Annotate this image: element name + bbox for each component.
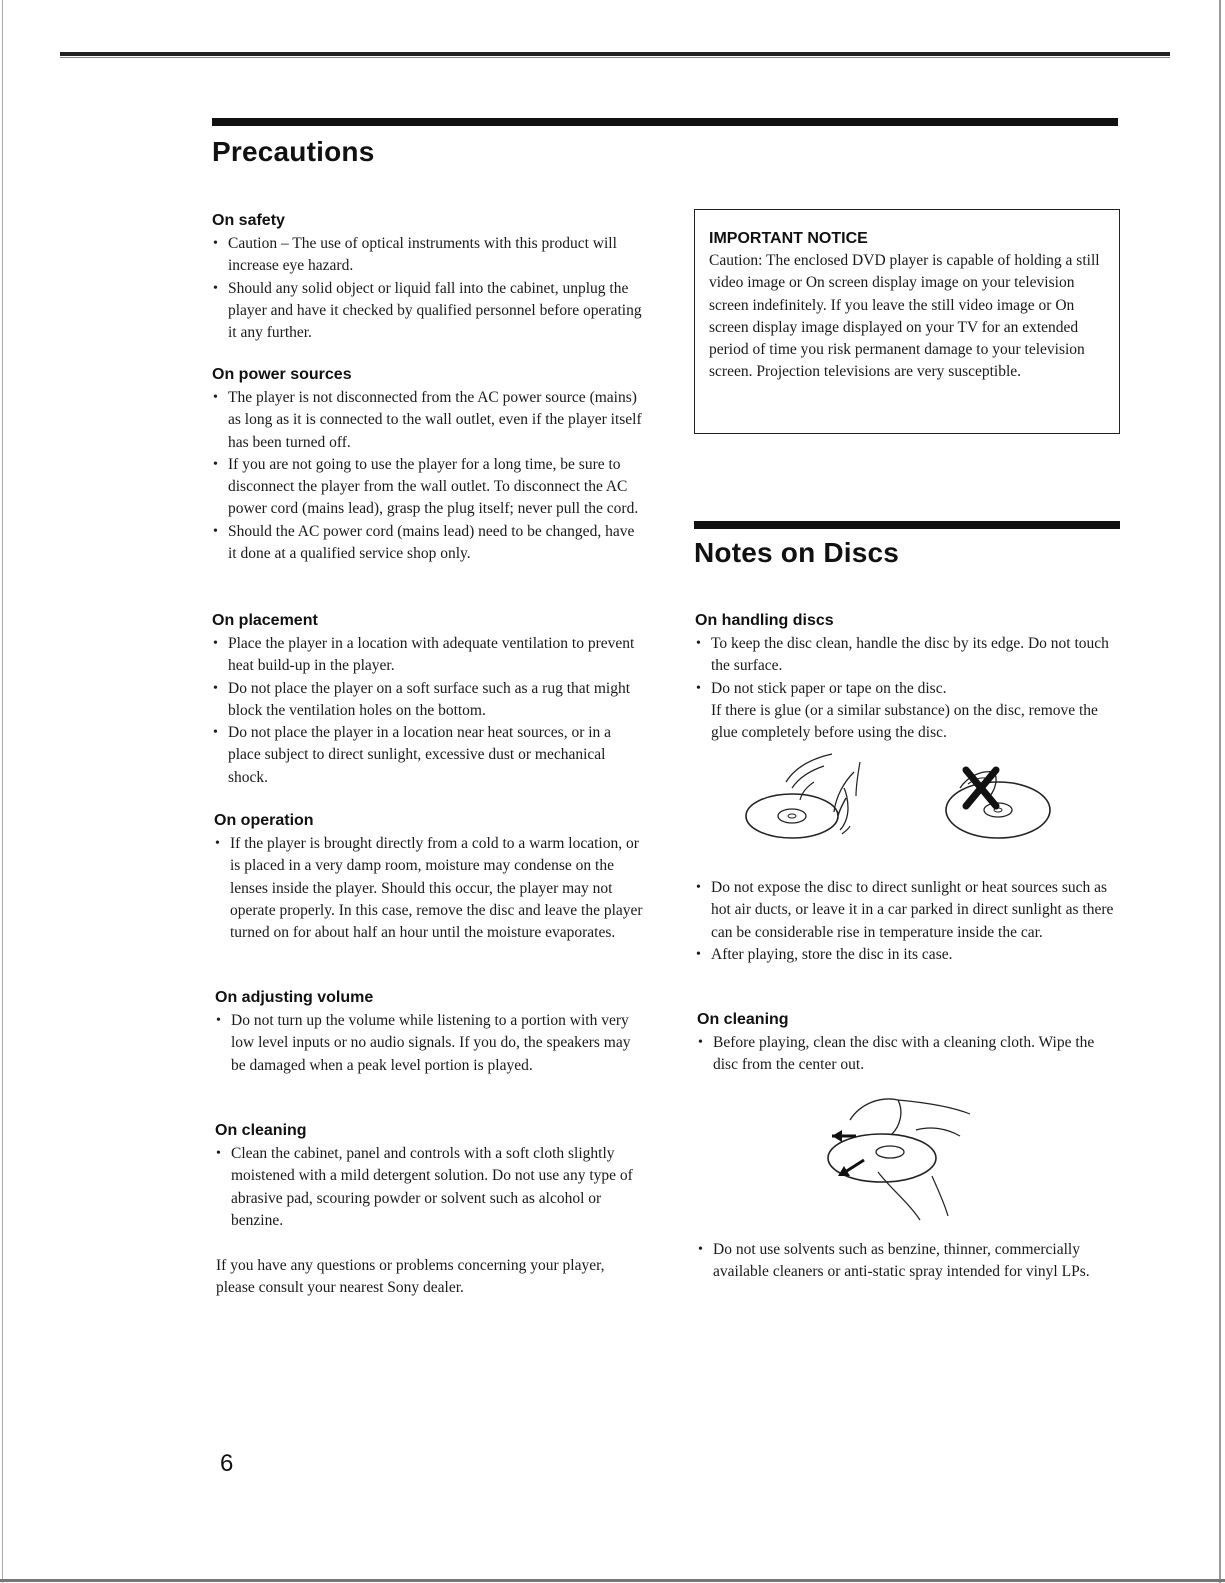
list-on-cleaning-player <box>215 1143 640 1232</box>
list-item: • Before playing, clean the disc with a cleaning cloth. Wipe the disc from the center out. <box>697 1032 1122 1077</box>
heading-on-cleaning-discs: On cleaning <box>697 1011 789 1028</box>
section-on-cleaning-player <box>215 1122 640 1232</box>
list-item: • If you are not going to use the player for a long time, be sure to disconnect the player from the wall outlet. To disconnect the AC power cord (mains lead), grasp the plug itself; never pull the cord. <box>212 454 642 521</box>
disc-touching-surface-illustration <box>938 758 1058 848</box>
heading-on-cleaning-player: On cleaning <box>215 1122 307 1139</box>
list-item-note: If there is glue (or a similar substance) on the disc, remove the glue completely before using the disc. <box>711 701 1098 742</box>
list-item: • Do not stick paper or tape on the disc. <box>695 678 1125 700</box>
list-item: • Clean the cabinet, panel and controls with a soft cloth slightly moistened with a mild detergent solution. Do not use any type of abrasive pad, scouring powder or solvent such as alcohol or benzine. <box>215 1143 640 1232</box>
section-on-operation <box>214 812 644 944</box>
list-item: • To keep the disc clean, handle the disc by its edge. Do not touch the surface. <box>695 633 1125 678</box>
list-item: • The player is not disconnected from the AC power source (mains) as long as it is connected to the wall outlet, even if the player itself has been turned off. <box>212 387 642 454</box>
heading-on-safety: On safety <box>212 212 285 229</box>
list-item: • Place the player in a location with adequate ventilation to prevent heat build-up in the player. <box>212 633 642 678</box>
list-handling-more <box>695 877 1125 966</box>
section-on-adjusting-volume <box>215 989 640 1077</box>
list-on-power-sources <box>212 387 642 565</box>
heading-on-adjusting-volume: On adjusting volume <box>215 989 374 1006</box>
heading-on-placement: On placement <box>212 612 318 629</box>
important-notice-text: Caution: The enclosed DVD player is capable of holding a still video image or On screen display image on your television screen indefinitely. If you leave the still video image or On screen display image displayed on your TV for an extended period of time you risk permanent damage to your television screen. Projection televisions are very susceptible. <box>709 252 1100 381</box>
list-item: • Do not turn up the volume while listening to a portion with very low level inputs or no audio signals. If you do, the speakers may be damaged when a peak level portion is played. <box>215 1010 640 1077</box>
section-on-handling-discs <box>695 612 1125 744</box>
list-item: • After playing, store the disc in its case. <box>695 944 1125 966</box>
arrow-left-icon <box>832 1130 842 1142</box>
notes-on-discs-title: Notes on Discs <box>694 537 900 568</box>
list-item: • Should the AC power cord (mains lead) need to be changed, have it done at a qualified service shop only. <box>212 521 642 566</box>
list-on-placement <box>212 633 642 789</box>
important-notice-box <box>694 209 1120 434</box>
heading-on-handling-discs: On handling discs <box>695 612 834 629</box>
section-on-power-sources <box>212 366 642 565</box>
heading-on-power-sources: On power sources <box>212 366 352 383</box>
list-item: • If the player is brought directly from a cold to a warm location, or is placed in a very damp room, moisture may condense on the lenses inside the player. Should this occur, the player may not operate properly. In this case, remove the disc and leave the player turned on for about half an hour until the moisture evaporates. <box>214 833 644 944</box>
section-on-safety <box>212 212 642 344</box>
disc-cleaning-illustration <box>820 1090 980 1225</box>
section-on-placement <box>212 612 642 789</box>
list-on-cleaning-discs <box>697 1032 1122 1077</box>
section-solvents-warning <box>697 1239 1122 1284</box>
list-solvents-warning <box>697 1239 1122 1284</box>
cross-mark-icon <box>966 770 996 806</box>
heading-on-operation: On operation <box>214 812 314 829</box>
closing-paragraph: If you have any questions or problems concerning your player, please consult your nearest Sony dealer. <box>216 1257 605 1297</box>
list-item: • Should any solid object or liquid fall into the cabinet, unplug the player and have it checked by qualified personnel before operating it any further. <box>212 278 642 345</box>
precautions-title: Precautions <box>212 136 375 167</box>
scan-edge-bottom <box>0 1579 1225 1582</box>
top-scan-rule-faint <box>60 57 1170 58</box>
page-number: 6 <box>220 1450 234 1477</box>
list-item: • Do not place the player in a location near heat sources, or in a place subject to direct sunlight, excessive dust or mechanical shock. <box>212 722 642 789</box>
list-item: • Do not use solvents such as benzine, thinner, commercially available cleaners or anti-static spray intended for vinyl LPs. <box>697 1239 1122 1284</box>
precautions-rule <box>212 118 1118 126</box>
list-item: • Caution – The use of optical instruments with this product will increase eye hazard. <box>212 233 642 278</box>
scan-edge-left <box>2 0 3 1583</box>
list-on-handling-discs <box>695 633 1125 700</box>
list-on-operation <box>214 833 644 944</box>
scan-edge-right <box>1219 0 1221 1583</box>
list-item: • Do not place the player on a soft surface such as a rug that might block the ventilation holes on the bottom. <box>212 678 642 723</box>
disc-held-by-edge-illustration <box>740 752 870 852</box>
top-scan-rule <box>60 52 1170 56</box>
section-on-cleaning-discs <box>697 1011 1122 1077</box>
list-item: • Do not expose the disc to direct sunlight or heat sources such as hot air ducts, or leave it in a car parked in direct sunlight as there can be considerable rise in temperature inside the car. <box>695 877 1125 944</box>
notes-on-discs-rule <box>694 521 1120 529</box>
section-handling-more <box>695 877 1125 966</box>
list-on-safety <box>212 233 642 344</box>
list-on-adjusting-volume <box>215 1010 640 1077</box>
important-notice-heading: IMPORTANT NOTICE <box>709 230 868 247</box>
